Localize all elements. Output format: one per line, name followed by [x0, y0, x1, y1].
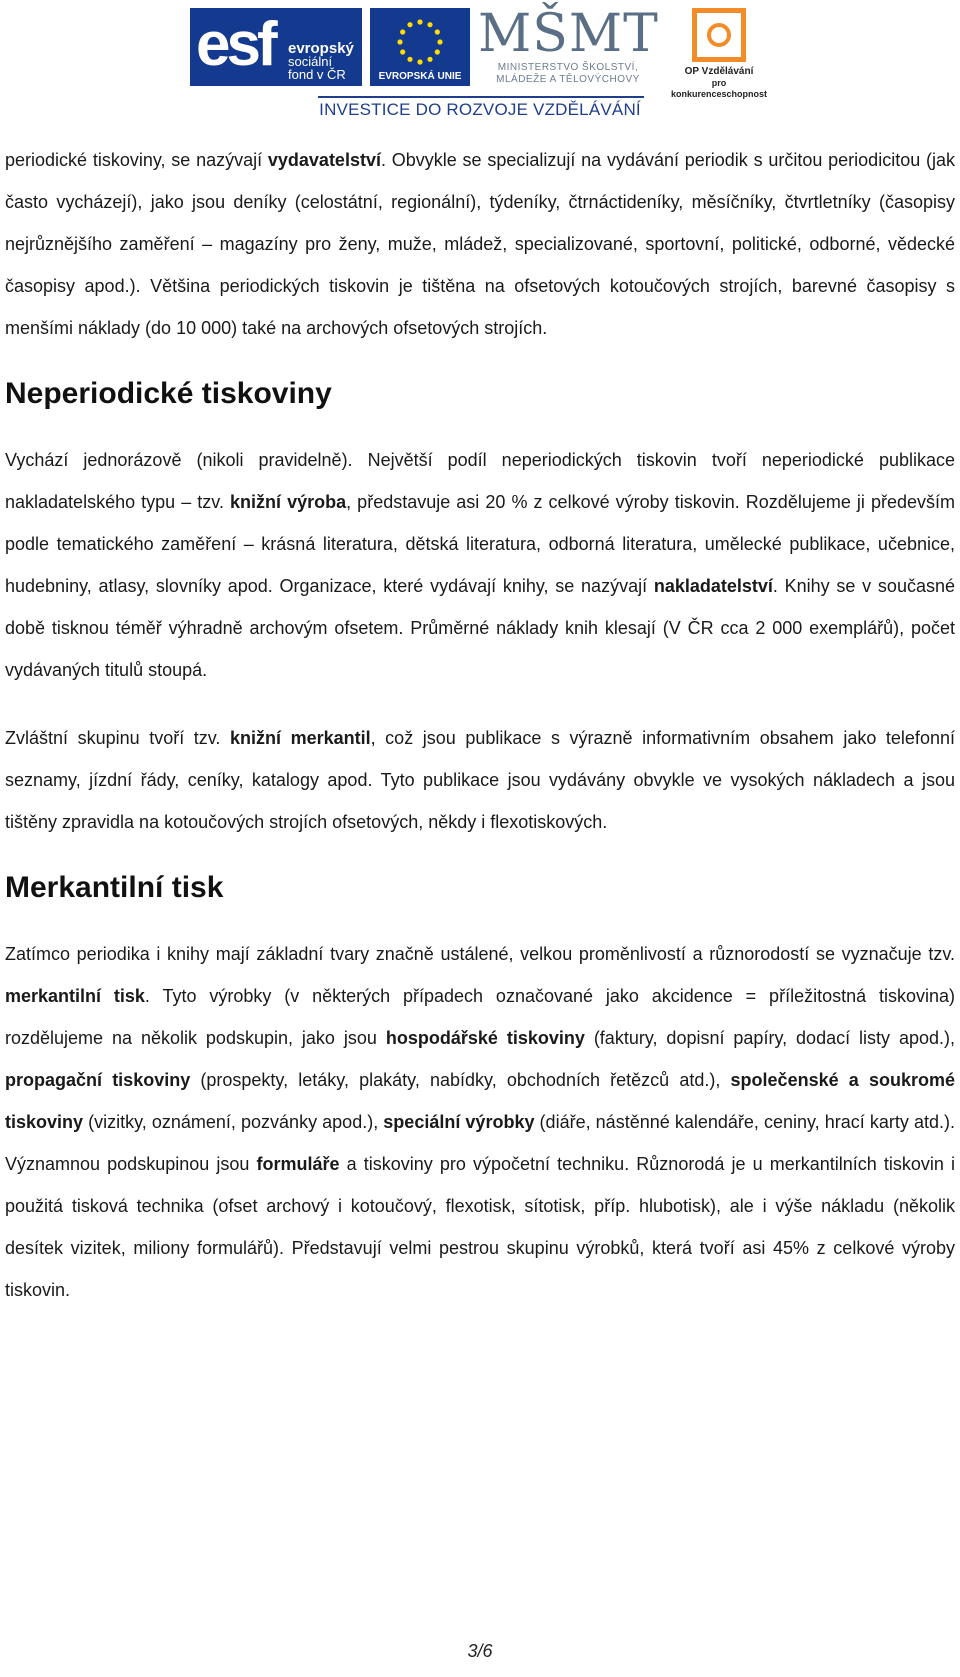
- invest-divider: [318, 96, 644, 98]
- msmt-mark: MŠMT: [478, 4, 659, 64]
- esf-line2: sociální: [288, 54, 333, 69]
- bold-term: knižní merkantil: [230, 728, 371, 748]
- bold-term: propagační tiskoviny: [5, 1070, 191, 1090]
- msmt-logo: [478, 6, 658, 94]
- esf-logo-text: [288, 42, 354, 81]
- text-run: (prospekty, letáky, plakáty, nabídky, obchodních řetězců atd.),: [190, 1070, 731, 1090]
- paragraph-knizni-vyroba: [5, 439, 955, 691]
- op-logo: [664, 6, 774, 99]
- msmt-line2: MLÁDEŽE A TĚLOVÝCHOVY: [496, 74, 640, 85]
- text-run: Vychází jednorázově (nikoli pravidelně). Největší podíl neperiodických tiskovin tvoří neperiodické publikace nakladatelského typu – tzv.: [5, 450, 955, 512]
- bold-term: speciální výrobky: [383, 1112, 535, 1132]
- eu-star-icon: [427, 22, 432, 27]
- eu-star-icon: [435, 29, 440, 34]
- bold-term: knižní výroba: [230, 492, 347, 512]
- msmt-line1: MINISTERSTVO ŠKOLSTVÍ,: [497, 62, 639, 73]
- esf-line1: evropský: [288, 40, 354, 57]
- document-body: [5, 139, 955, 1311]
- bold-term: vydavatelství: [267, 150, 381, 170]
- text-run: . Knihy se v současné době tisknou téměř výhradně archovým ofsetem. Průměrné náklady knih klesají (V ČR cca 2 000 exemplářů), počet vydávaných titulů stoupá.: [5, 576, 955, 680]
- op-logo-icon: [692, 8, 746, 62]
- eu-star-icon: [400, 29, 405, 34]
- eu-stars-icon: [392, 14, 448, 70]
- heading-neperiodicke: Neperiodické tiskoviny: [5, 377, 332, 410]
- text-run: (faktury, dopisní papíry, dodací listy apod.),: [584, 1028, 956, 1048]
- eu-star-icon: [427, 57, 432, 62]
- text-run: , představuje asi 20 % z celkové výroby tiskovin. Rozdělujeme ji především podle tematického zaměření – krásná literatura, dětská literatura, odborná literatura, umělecké publikace, učebnice, hudebniny, atlasy, slovníky apod. Organizace, které vydávají knihy, se nazývají: [5, 492, 955, 596]
- eu-star-icon: [407, 57, 412, 62]
- eu-star-icon: [437, 39, 442, 44]
- eu-star-icon: [397, 39, 402, 44]
- bold-term: hospodářské tiskoviny: [385, 1028, 585, 1048]
- text-run: Zatímco periodika i knihy mají základní tvary značně ustálené, velkou proměnlivostí a různorodostí se vyznačuje tzv.: [5, 944, 955, 964]
- text-run: (diáře, nástěnné kalendáře, ceniny, hrací karty atd.). Významnou podskupinou jsou: [5, 1112, 956, 1174]
- text-run: , což jsou publikace s výrazně informativním obsahem jako telefonní seznamy, jízdní řády, ceníky, katalogy apod. Tyto publikace jsou vydávány obvykle ve vysokých nákladech a jsou tištěny zpravidla na kotoučových strojích ofsetových, někdy i flexotiskových.: [5, 728, 955, 832]
- text-run: (vizitky, oznámení, pozvánky apod.),: [83, 1112, 384, 1132]
- esf-line3: fond v ČR: [288, 67, 346, 82]
- esf-logo: [190, 8, 362, 86]
- eu-star-icon: [417, 19, 422, 24]
- paragraph-knizni-merkantil: [5, 717, 955, 843]
- bold-term: nakladatelství: [653, 576, 773, 596]
- op-line1: OP Vzdělávání: [684, 66, 754, 77]
- text-run: . Tyto výrobky (v některých případech označované jako akcidence = příležitostná tiskovina) rozdělujeme na několik podskupin, jako jsou: [5, 986, 956, 1048]
- eu-star-icon: [417, 59, 422, 64]
- eu-label: EVROPSKÁ UNIE: [378, 71, 462, 82]
- heading-merkantilni: Merkantilní tisk: [5, 871, 224, 904]
- bold-term: merkantilní tisk: [5, 986, 145, 1006]
- bold-term: společenské a soukromé tiskoviny: [5, 1070, 955, 1132]
- text-run: periodické tiskoviny, se nazývají: [5, 150, 268, 170]
- logo-header: [0, 0, 960, 125]
- bold-term: formuláře: [256, 1154, 340, 1174]
- text-run: . Obvykle se specializují na vydávání periodik s určitou periodicitou (jak často vycházejí), jako jsou deníky (celostátní, regionální), týdeníky, čtrnáctideníky, měsíčníky, čtvrtletníky (časopisy nejrůznějšího zaměření – magazíny pro ženy, muže, mládež, specializované, sportovní, politické, odborné, vědecké časopisy apod.). Většina periodických tiskovin je tištěna na ofsetových kotoučových strojích, barevné časopisy s menšími náklady (do 10 000) také na archových ofsetových strojích.: [5, 150, 955, 338]
- eu-star-icon: [435, 49, 440, 54]
- eu-star-icon: [407, 22, 412, 27]
- page-number: 3/6: [467, 1641, 493, 1661]
- investice-tagline: INVESTICE DO ROZVOJE VZDĚLÁVÁNÍ: [319, 100, 641, 119]
- esf-logo-mark: esf: [196, 10, 274, 79]
- text-run: Zvláštní skupinu tvoří tzv.: [5, 728, 230, 748]
- eu-star-icon: [400, 49, 405, 54]
- paragraph-periodika: [5, 139, 955, 349]
- paragraph-merkantilni-tisk: [5, 933, 955, 1311]
- op-line2: pro konkurenceschopnost: [670, 78, 768, 99]
- eu-logo: [370, 8, 470, 86]
- text-run: a tiskoviny pro výpočetní techniku. Různorodá je u merkantilních tiskovin i použitá tisková technika (ofset archový i kotoučový, flexotisk, sítotisk, příp. hlubotisk), ale i výše nákladu (několik desítek vizitek, miliony formulářů). Představují velmi pestrou skupinu výrobků, která tvoří asi 45% z celkové výroby tiskovin.: [5, 1154, 955, 1300]
